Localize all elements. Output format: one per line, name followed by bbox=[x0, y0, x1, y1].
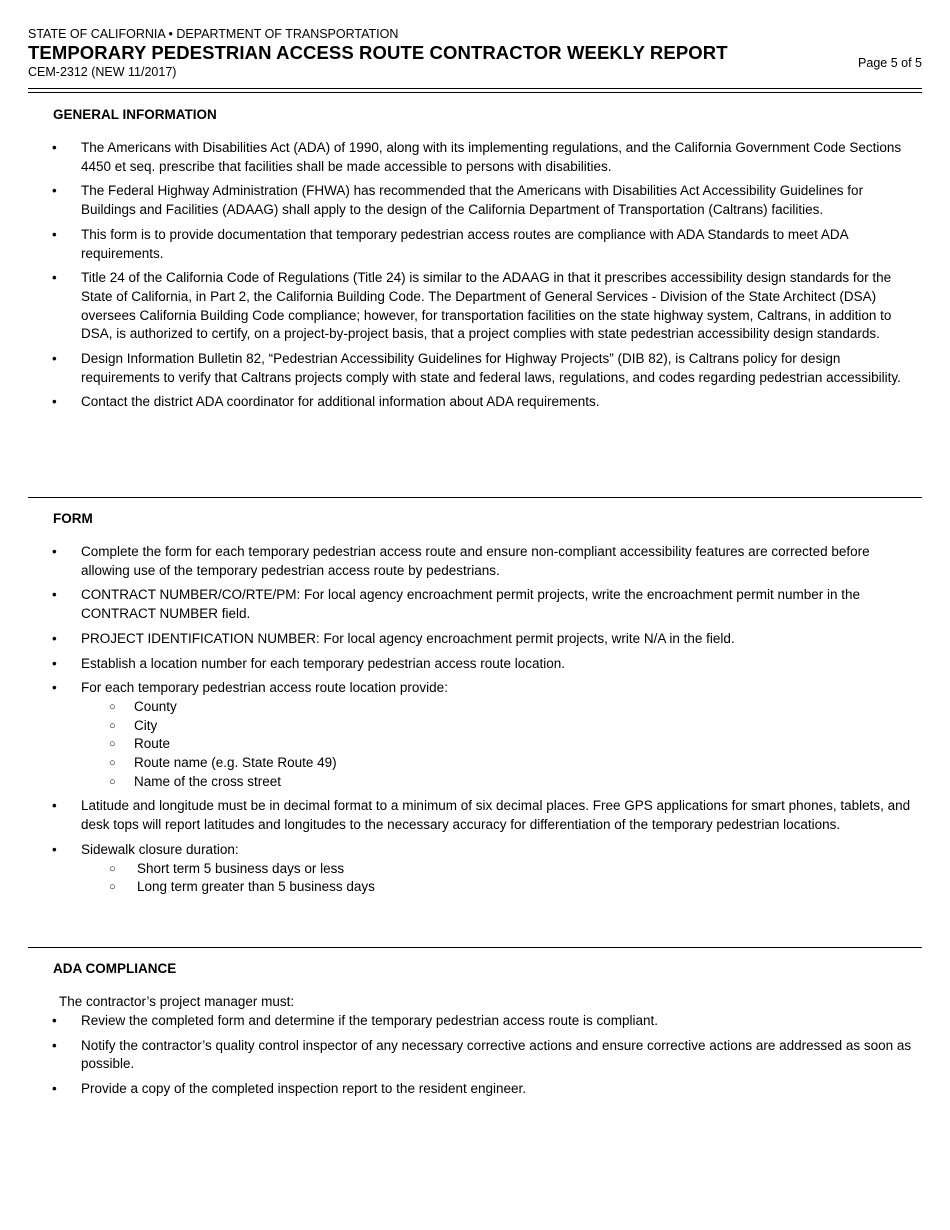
sublist-item: ○ Name of the cross street bbox=[81, 773, 920, 792]
header-rule-upper bbox=[28, 88, 922, 89]
list-item bbox=[0, 841, 950, 897]
ada-compliance-list bbox=[0, 1012, 950, 1105]
list-item: • Notify the contractor’s quality control inspector of any necessary corrective actions and ensure corrective actions are addressed as soon as possible. bbox=[0, 1037, 950, 1074]
page-number: Page 5 of 5 bbox=[858, 56, 922, 70]
general-information-list bbox=[0, 139, 950, 418]
header-rule-lower bbox=[28, 92, 922, 93]
form-code: CEM-2312 (NEW 11/2017) bbox=[28, 65, 177, 79]
ada-compliance-heading: ADA COMPLIANCE bbox=[53, 961, 177, 976]
form-title: TEMPORARY PEDESTRIAN ACCESS ROUTE CONTRACTOR WEEKLY REPORT bbox=[28, 42, 728, 63]
sublist-item: ○ County bbox=[81, 698, 920, 717]
sublist-item: ○ Route name (e.g. State Route 49) bbox=[81, 754, 920, 773]
list-item: • The Federal Highway Administration (FHWA) has recommended that the Americans with Disabilities Act Accessibility Guidelines for Buildings and Facilities (ADAAG) shall apply to the design of the California Department of Transportation (Caltrans) facilities. bbox=[0, 182, 950, 219]
list-item: • CONTRACT NUMBER/CO/RTE/PM: For local agency encroachment permit projects, write the encroachment permit number in the CONTRACT NUMBER field. bbox=[0, 586, 950, 623]
list-item: • Review the completed form and determine if the temporary pedestrian access route is compliant. bbox=[0, 1012, 950, 1031]
list-item: • Complete the form for each temporary pedestrian access route and ensure non-compliant accessibility features are corrected before allowing use of the temporary pedestrian access route by pedestrians. bbox=[0, 543, 950, 580]
sublist-item: ○ City bbox=[81, 717, 920, 736]
list-item: • The Americans with Disabilities Act (ADA) of 1990, along with its implementing regulations, and the California Government Code Sections 4450 et seq. prescribe that facilities shall be made accessible to persons with disabilities. bbox=[0, 139, 950, 176]
list-item: • Contact the district ADA coordinator for additional information about ADA requirements. bbox=[0, 393, 950, 412]
general-information-heading: GENERAL INFORMATION bbox=[53, 107, 217, 122]
location-sublist bbox=[81, 698, 920, 792]
department-line: STATE OF CALIFORNIA • DEPARTMENT OF TRANSPORTATION bbox=[28, 27, 399, 41]
list-item-text: For each temporary pedestrian access route location provide: bbox=[81, 680, 448, 696]
closure-sublist bbox=[81, 860, 920, 897]
list-item: • Provide a copy of the completed inspection report to the resident engineer. bbox=[0, 1080, 950, 1099]
sublist-item: ○ Route bbox=[81, 735, 920, 754]
list-item bbox=[0, 679, 950, 791]
ada-intro: The contractor’s project manager must: bbox=[59, 994, 295, 1009]
list-item: • Latitude and longitude must be in decimal format to a minimum of six decimal places. Free GPS applications for smart phones, tablets, and desk tops will report latitudes and longitudes to the necessary accuracy for differentiation of the temporary pedestrian locations. bbox=[0, 797, 950, 834]
list-item: • Design Information Bulletin 82, “Pedestrian Accessibility Guidelines for Highway Projects” (DIB 82), is Caltrans policy for design requirements to verify that Caltrans projects comply with state and federal laws, regulations, and codes regarding pedestrian accessibility. bbox=[0, 350, 950, 387]
list-item: • PROJECT IDENTIFICATION NUMBER: For local agency encroachment permit projects, write N/A in the field. bbox=[0, 630, 950, 649]
list-item: • This form is to provide documentation that temporary pedestrian access routes are compliance with ADA Standards to meet ADA requirements. bbox=[0, 226, 950, 263]
form-heading: FORM bbox=[53, 511, 93, 526]
section-divider bbox=[28, 497, 922, 498]
list-item: • Establish a location number for each temporary pedestrian access route location. bbox=[0, 655, 950, 674]
form-list bbox=[0, 543, 950, 903]
sublist-item: ○ Long term greater than 5 business days bbox=[81, 878, 920, 897]
list-item: • Title 24 of the California Code of Regulations (Title 24) is similar to the ADAAG in that it prescribes accessibility design standards for the State of California, in Part 2, the California Building Code. The Department of General Services - Division of the State Architect (DSA) oversees California Building Code compliance; however, for transportation facilities on the state highway system, Caltrans, in addition to DSA, is authorized to certify, on a project-by-project basis, that a project complies with state pedestrian accessibility design standards. bbox=[0, 269, 950, 344]
section-divider bbox=[28, 947, 922, 948]
list-item-text: Sidewalk closure duration: bbox=[81, 841, 239, 857]
sublist-item: ○ Short term 5 business days or less bbox=[81, 860, 920, 879]
